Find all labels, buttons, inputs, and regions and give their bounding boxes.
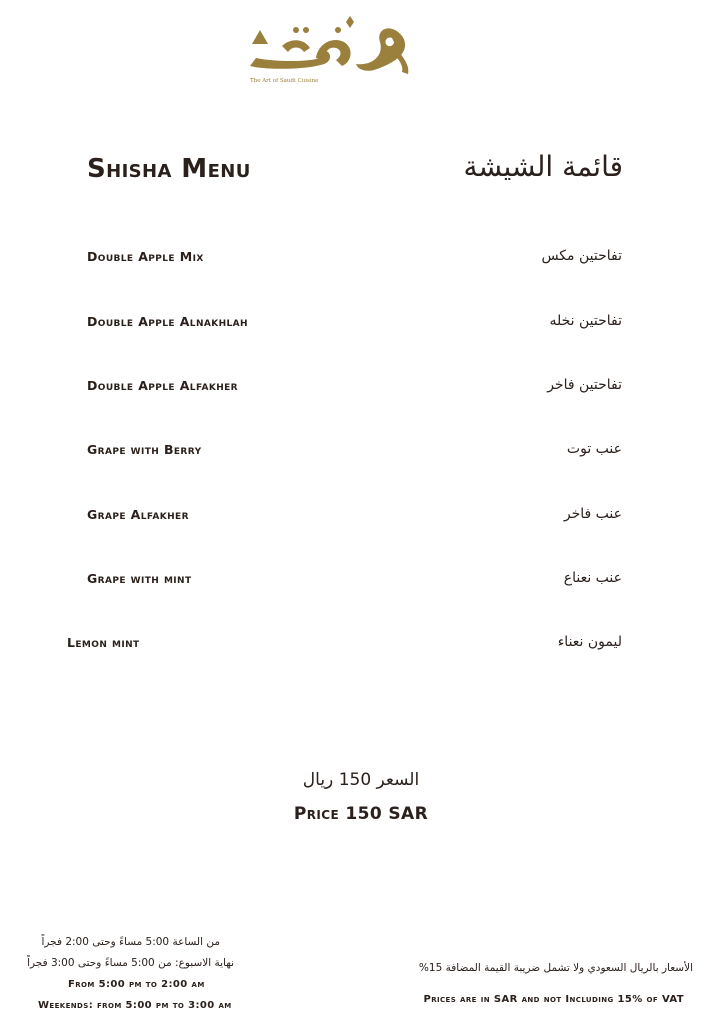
logo-wordmark-icon: [246, 8, 416, 78]
price-ar: السعر 150 ريال: [302, 770, 420, 790]
menu-item-en: Grape with mint: [87, 571, 192, 586]
menu-item-ar: ليمون نعناء: [557, 634, 622, 650]
menu-item-en: Double Apple Mix: [87, 249, 204, 264]
menu-item-ar: تفاحتين نخله: [549, 313, 622, 329]
price-en: Price 150 SAR: [293, 804, 429, 824]
menu-item-en: Double Apple Alfakher: [87, 378, 239, 393]
menu-title-ar: قائمة الشيشة: [463, 150, 623, 183]
hours-weekend-ar: نهاية الاسبوع: من 5:00 مساءً وحتى 3:00 فجراً: [27, 957, 234, 969]
menu-title-en: Shisha Menu: [87, 154, 251, 184]
menu-item-en: Lemon mint: [67, 635, 140, 650]
menu-item-ar: تفاحتين فاخر: [547, 377, 622, 393]
menu-item-ar: عنب فاخر: [563, 506, 622, 522]
menu-item-en: Grape Alfakher: [87, 507, 189, 522]
vat-note-en: Prices are in SAR and not Including 15% of VAT: [423, 994, 684, 1005]
vat-note-ar: الأسعار بالريال السعودي ولا تشمل ضريبة القيمة المضافة 15%: [418, 962, 693, 974]
restaurant-logo: [246, 8, 416, 84]
logo-tagline: The Art of Saudi Cuisine: [250, 78, 319, 84]
menu-item-ar: عنب توت: [566, 441, 622, 457]
menu-item-en: Double Apple Alnakhlah: [87, 314, 248, 329]
menu-item-ar: عنب نعناع: [563, 570, 622, 586]
menu-item-en: Grape with Berry: [87, 442, 202, 457]
hours-daily-ar: من الساعة 5:00 مساءً وحتى 2:00 فجراً: [41, 936, 220, 948]
hours-daily-en: From 5:00 pm to 2:00 am: [68, 979, 205, 990]
menu-item-ar: تفاحتين مكس: [541, 248, 622, 264]
hours-weekend-en: Weekends: from 5:00 pm to 3:00 am: [38, 1000, 232, 1011]
